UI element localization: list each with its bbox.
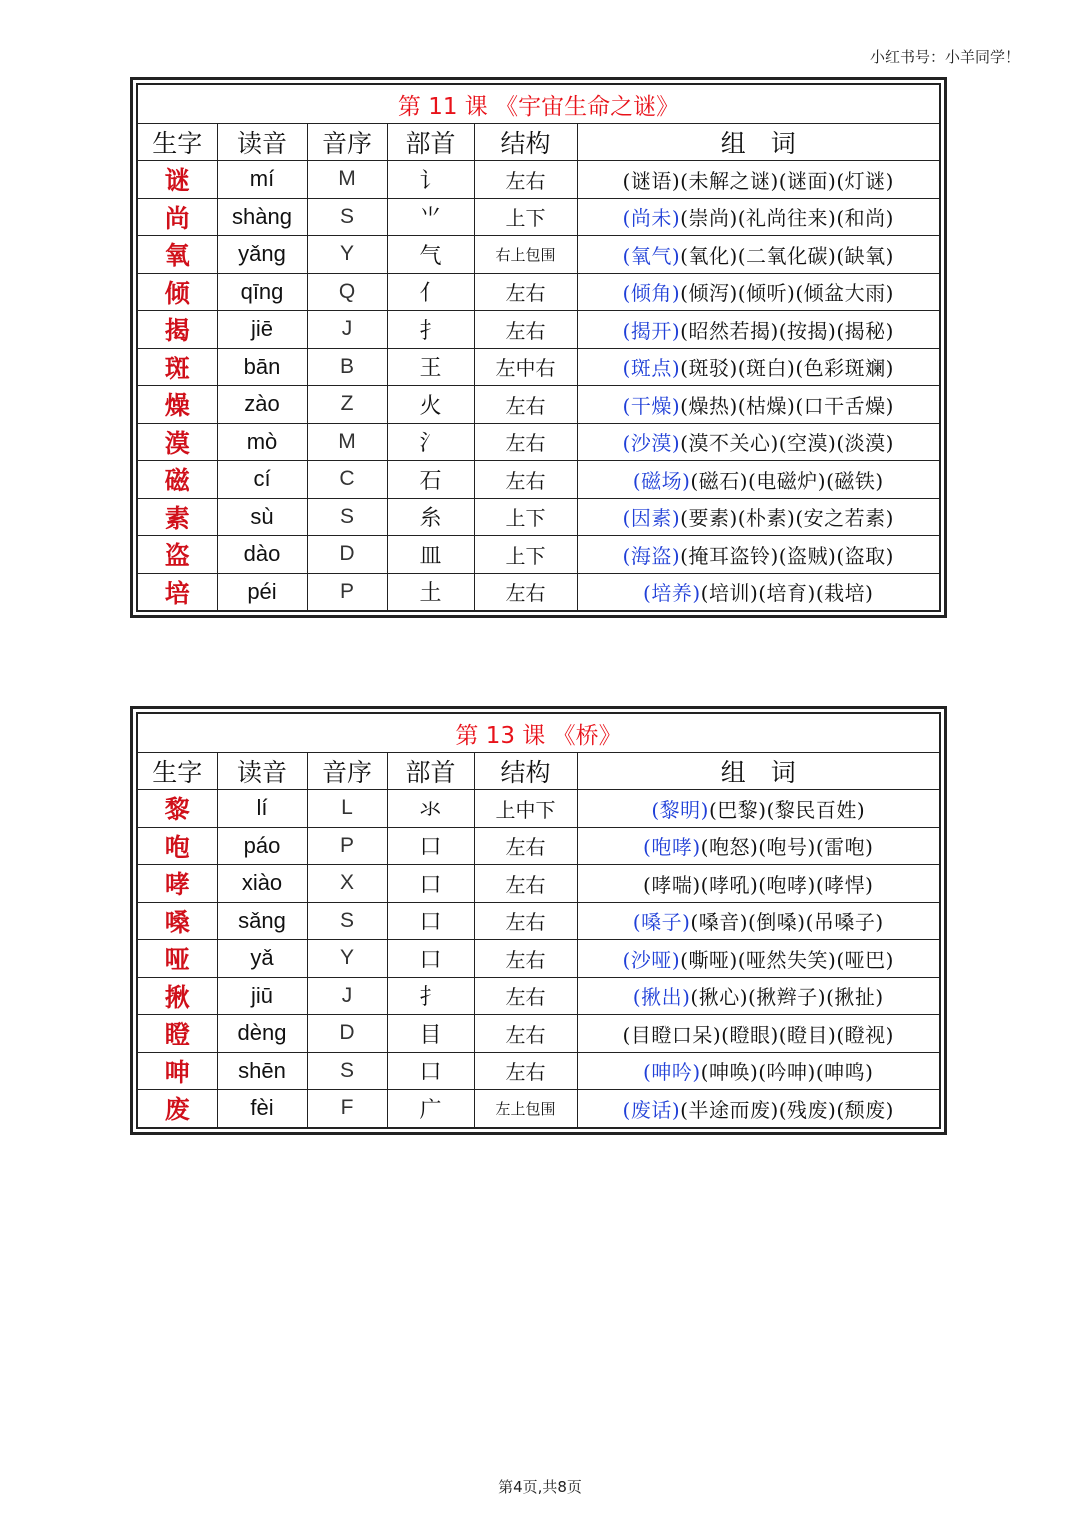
pinyin-cell: páo xyxy=(217,827,307,865)
radical-cell: 石 xyxy=(387,461,474,499)
pinyin-cell: mí xyxy=(217,161,307,199)
table-row xyxy=(137,940,940,978)
words-cell xyxy=(577,1015,940,1053)
words-cell xyxy=(577,827,940,865)
other-words: (哮吼)(咆哮)(哮悍) xyxy=(700,872,874,897)
radical-cell: 氺 xyxy=(387,790,474,828)
table-row xyxy=(137,273,940,311)
other-words: (崇尚)(礼尚往来)(和尚) xyxy=(680,206,894,231)
character-cell: 呻 xyxy=(137,1052,217,1090)
table-row xyxy=(137,461,940,499)
radical-cell: 口 xyxy=(387,902,474,940)
column-header-radical: 部首 xyxy=(387,753,474,790)
pinyin-cell: jiū xyxy=(217,977,307,1015)
highlight-word: (呻吟) xyxy=(643,1060,701,1085)
pinyin-cell: lí xyxy=(217,790,307,828)
column-header-words: 组 词 xyxy=(577,124,940,161)
other-words: (培训)(培育)(栽培) xyxy=(700,581,874,606)
lesson-11-card xyxy=(130,77,947,618)
initial-cell: J xyxy=(307,977,387,1015)
initial-cell: D xyxy=(307,536,387,574)
table-row xyxy=(137,311,940,349)
other-words: (昭然若揭)(按揭)(揭秘) xyxy=(680,318,894,343)
other-words: (氧化)(二氧化碳)(缺氧) xyxy=(680,243,894,268)
character-cell: 尚 xyxy=(137,198,217,236)
pinyin-cell: cí xyxy=(217,461,307,499)
table-row xyxy=(137,977,940,1015)
character-cell: 倾 xyxy=(137,273,217,311)
radical-cell: 土 xyxy=(387,573,474,611)
other-words: (磁石)(电磁炉)(磁铁) xyxy=(690,468,884,493)
other-words: (咆怒)(咆号)(雷咆) xyxy=(700,835,874,860)
table-row xyxy=(137,161,940,199)
pinyin-cell: sù xyxy=(217,498,307,536)
highlight-word: (咆哮) xyxy=(643,835,701,860)
character-cell: 黎 xyxy=(137,790,217,828)
structure-cell: 上下 xyxy=(474,536,577,574)
highlight-word: (沙哑) xyxy=(622,947,681,972)
initial-cell: J xyxy=(307,311,387,349)
pinyin-cell: shēn xyxy=(217,1052,307,1090)
pinyin-cell: shàng xyxy=(217,198,307,236)
structure-cell: 左右 xyxy=(474,461,577,499)
lesson-title: 第 11 课 《宇宙生命之谜》 xyxy=(137,84,940,124)
column-header-structure: 结构 xyxy=(474,753,577,790)
words-cell xyxy=(577,236,940,274)
character-cell: 废 xyxy=(137,1090,217,1128)
highlight-word: (倾角) xyxy=(622,281,681,306)
words-cell xyxy=(577,1090,940,1128)
character-cell: 揪 xyxy=(137,977,217,1015)
words-cell xyxy=(577,461,940,499)
words-cell xyxy=(577,161,940,199)
words-cell xyxy=(577,977,940,1015)
pinyin-cell: zào xyxy=(217,386,307,424)
radical-cell: 气 xyxy=(387,236,474,274)
structure-cell: 左右 xyxy=(474,161,577,199)
other-words: (嘶哑)(哑然失笑)(哑巴) xyxy=(680,947,894,972)
words-cell xyxy=(577,498,940,536)
structure-cell: 左中右 xyxy=(474,348,577,386)
table-row xyxy=(137,198,940,236)
table-row xyxy=(137,827,940,865)
pinyin-cell: jiē xyxy=(217,311,307,349)
radical-cell: 亻 xyxy=(387,273,474,311)
column-header-structure: 结构 xyxy=(474,124,577,161)
radical-cell: 讠 xyxy=(387,161,474,199)
highlight-word: (谜语) xyxy=(622,168,681,193)
table-row xyxy=(137,1015,940,1053)
table-row xyxy=(137,1090,940,1128)
other-words: (燥热)(枯燥)(口干舌燥) xyxy=(680,393,894,418)
structure-cell: 右上包围 xyxy=(474,236,577,274)
other-words: (掩耳盗铃)(盗贼)(盗取) xyxy=(680,543,894,568)
structure-cell: 左右 xyxy=(474,386,577,424)
table-row xyxy=(137,902,940,940)
character-cell: 素 xyxy=(137,498,217,536)
initial-cell: P xyxy=(307,827,387,865)
character-cell: 培 xyxy=(137,573,217,611)
page-footer: 第4页,共8页 xyxy=(498,1478,582,1496)
highlight-word: (海盗) xyxy=(622,543,681,568)
column-header-initial: 音序 xyxy=(307,753,387,790)
column-header-character: 生字 xyxy=(137,753,217,790)
character-cell: 瞪 xyxy=(137,1015,217,1053)
lesson-11-table xyxy=(136,83,941,612)
highlight-word: (沙漠) xyxy=(622,431,681,456)
structure-cell: 左右 xyxy=(474,311,577,349)
structure-cell: 上下 xyxy=(474,198,577,236)
words-cell xyxy=(577,536,940,574)
radical-cell: 口 xyxy=(387,1052,474,1090)
initial-cell: L xyxy=(307,790,387,828)
table-row xyxy=(137,348,940,386)
pinyin-cell: bān xyxy=(217,348,307,386)
character-cell: 漠 xyxy=(137,423,217,461)
pinyin-cell: dào xyxy=(217,536,307,574)
header-note: 小红书号：小羊同学！ xyxy=(869,48,1020,66)
table-row xyxy=(137,498,940,536)
words-cell xyxy=(577,386,940,424)
initial-cell: F xyxy=(307,1090,387,1128)
initial-cell: M xyxy=(307,161,387,199)
other-words: (要素)(朴素)(安之若素) xyxy=(680,506,894,531)
other-words: (半途而废)(残废)(颓废) xyxy=(680,1097,894,1122)
other-words: (漠不关心)(空漠)(淡漠) xyxy=(680,431,894,456)
structure-cell: 左右 xyxy=(474,1052,577,1090)
highlight-word: (揭开) xyxy=(622,318,681,343)
words-cell xyxy=(577,902,940,940)
column-header-pinyin: 读音 xyxy=(217,124,307,161)
radical-cell: 口 xyxy=(387,940,474,978)
radical-cell: 扌 xyxy=(387,311,474,349)
initial-cell: Y xyxy=(307,940,387,978)
column-header-radical: 部首 xyxy=(387,124,474,161)
pinyin-cell: yǎng xyxy=(217,236,307,274)
other-words: (巴黎)(黎民百姓) xyxy=(708,797,866,822)
initial-cell: S xyxy=(307,498,387,536)
words-cell xyxy=(577,790,940,828)
character-cell: 斑 xyxy=(137,348,217,386)
other-words: (未解之谜)(谜面)(灯谜) xyxy=(680,168,894,193)
pinyin-cell: fèi xyxy=(217,1090,307,1128)
structure-cell: 左右 xyxy=(474,1015,577,1053)
highlight-word: (因素) xyxy=(622,506,681,531)
column-header-character: 生字 xyxy=(137,124,217,161)
column-header-words: 组 词 xyxy=(577,753,940,790)
initial-cell: Y xyxy=(307,236,387,274)
structure-cell: 左上包围 xyxy=(474,1090,577,1128)
radical-cell: 糸 xyxy=(387,498,474,536)
initial-cell: Q xyxy=(307,273,387,311)
pinyin-cell: qīng xyxy=(217,273,307,311)
character-cell: 盗 xyxy=(137,536,217,574)
structure-cell: 上中下 xyxy=(474,790,577,828)
radical-cell: 目 xyxy=(387,1015,474,1053)
lesson-13-card xyxy=(130,706,947,1135)
words-cell xyxy=(577,348,940,386)
highlight-word: (目瞪口呆) xyxy=(622,1022,722,1047)
radical-cell: 氵 xyxy=(387,423,474,461)
highlight-word: (废话) xyxy=(622,1097,681,1122)
other-words: (倾泻)(倾听)(倾盆大雨) xyxy=(680,281,894,306)
highlight-word: (嗓子) xyxy=(632,910,691,935)
words-cell xyxy=(577,198,940,236)
initial-cell: S xyxy=(307,1052,387,1090)
column-header-initial: 音序 xyxy=(307,124,387,161)
radical-cell: 口 xyxy=(387,827,474,865)
highlight-word: (培养) xyxy=(643,581,701,606)
table-row xyxy=(137,790,940,828)
lesson-title: 第 13 课 《桥》 xyxy=(137,713,940,753)
character-cell: 氧 xyxy=(137,236,217,274)
highlight-word: (哮喘) xyxy=(643,872,701,897)
radical-cell: 广 xyxy=(387,1090,474,1128)
table-row xyxy=(137,865,940,903)
structure-cell: 左右 xyxy=(474,827,577,865)
character-cell: 嗓 xyxy=(137,902,217,940)
column-header-pinyin: 读音 xyxy=(217,753,307,790)
character-cell: 谜 xyxy=(137,161,217,199)
radical-cell: 火 xyxy=(387,386,474,424)
highlight-word: (揪出) xyxy=(632,985,691,1010)
words-cell xyxy=(577,940,940,978)
pinyin-cell: péi xyxy=(217,573,307,611)
character-cell: 哑 xyxy=(137,940,217,978)
initial-cell: B xyxy=(307,348,387,386)
structure-cell: 左右 xyxy=(474,977,577,1015)
highlight-word: (尚未) xyxy=(622,206,681,231)
structure-cell: 左右 xyxy=(474,940,577,978)
words-cell xyxy=(577,423,940,461)
pinyin-cell: xiào xyxy=(217,865,307,903)
pinyin-cell: dèng xyxy=(217,1015,307,1053)
pinyin-cell: mò xyxy=(217,423,307,461)
highlight-word: (黎明) xyxy=(651,797,709,822)
initial-cell: S xyxy=(307,902,387,940)
radical-cell: 皿 xyxy=(387,536,474,574)
highlight-word: (干燥) xyxy=(622,393,681,418)
other-words: (揪心)(揪辫子)(揪扯) xyxy=(690,985,884,1010)
structure-cell: 左右 xyxy=(474,273,577,311)
character-cell: 磁 xyxy=(137,461,217,499)
words-cell xyxy=(577,311,940,349)
highlight-word: (斑点) xyxy=(622,356,681,381)
other-words: (呻唤)(吟呻)(呻鸣) xyxy=(700,1060,874,1085)
words-cell xyxy=(577,573,940,611)
table-row xyxy=(137,536,940,574)
radical-cell: 扌 xyxy=(387,977,474,1015)
pinyin-cell: sǎng xyxy=(217,902,307,940)
initial-cell: C xyxy=(307,461,387,499)
initial-cell: P xyxy=(307,573,387,611)
initial-cell: Z xyxy=(307,386,387,424)
character-cell: 揭 xyxy=(137,311,217,349)
character-cell: 咆 xyxy=(137,827,217,865)
initial-cell: D xyxy=(307,1015,387,1053)
structure-cell: 上下 xyxy=(474,498,577,536)
other-words: (斑驳)(斑白)(色彩斑斓) xyxy=(680,356,894,381)
table-row xyxy=(137,236,940,274)
table-row xyxy=(137,386,940,424)
highlight-word: (磁场) xyxy=(632,468,691,493)
words-cell xyxy=(577,1052,940,1090)
words-cell xyxy=(577,273,940,311)
character-cell: 哮 xyxy=(137,865,217,903)
pinyin-cell: yǎ xyxy=(217,940,307,978)
radical-cell: ⺌ xyxy=(387,198,474,236)
table-row xyxy=(137,423,940,461)
other-words: (瞪眼)(瞪目)(瞪视) xyxy=(721,1022,894,1047)
highlight-word: (氧气) xyxy=(622,243,681,268)
initial-cell: X xyxy=(307,865,387,903)
character-cell: 燥 xyxy=(137,386,217,424)
radical-cell: 王 xyxy=(387,348,474,386)
structure-cell: 左右 xyxy=(474,573,577,611)
structure-cell: 左右 xyxy=(474,865,577,903)
words-cell xyxy=(577,865,940,903)
table-row xyxy=(137,1052,940,1090)
initial-cell: S xyxy=(307,198,387,236)
structure-cell: 左右 xyxy=(474,902,577,940)
structure-cell: 左右 xyxy=(474,423,577,461)
radical-cell: 口 xyxy=(387,865,474,903)
table-row xyxy=(137,573,940,611)
lesson-13-table xyxy=(136,712,941,1129)
initial-cell: M xyxy=(307,423,387,461)
other-words: (嗓音)(倒嗓)(吊嗓子) xyxy=(690,910,884,935)
